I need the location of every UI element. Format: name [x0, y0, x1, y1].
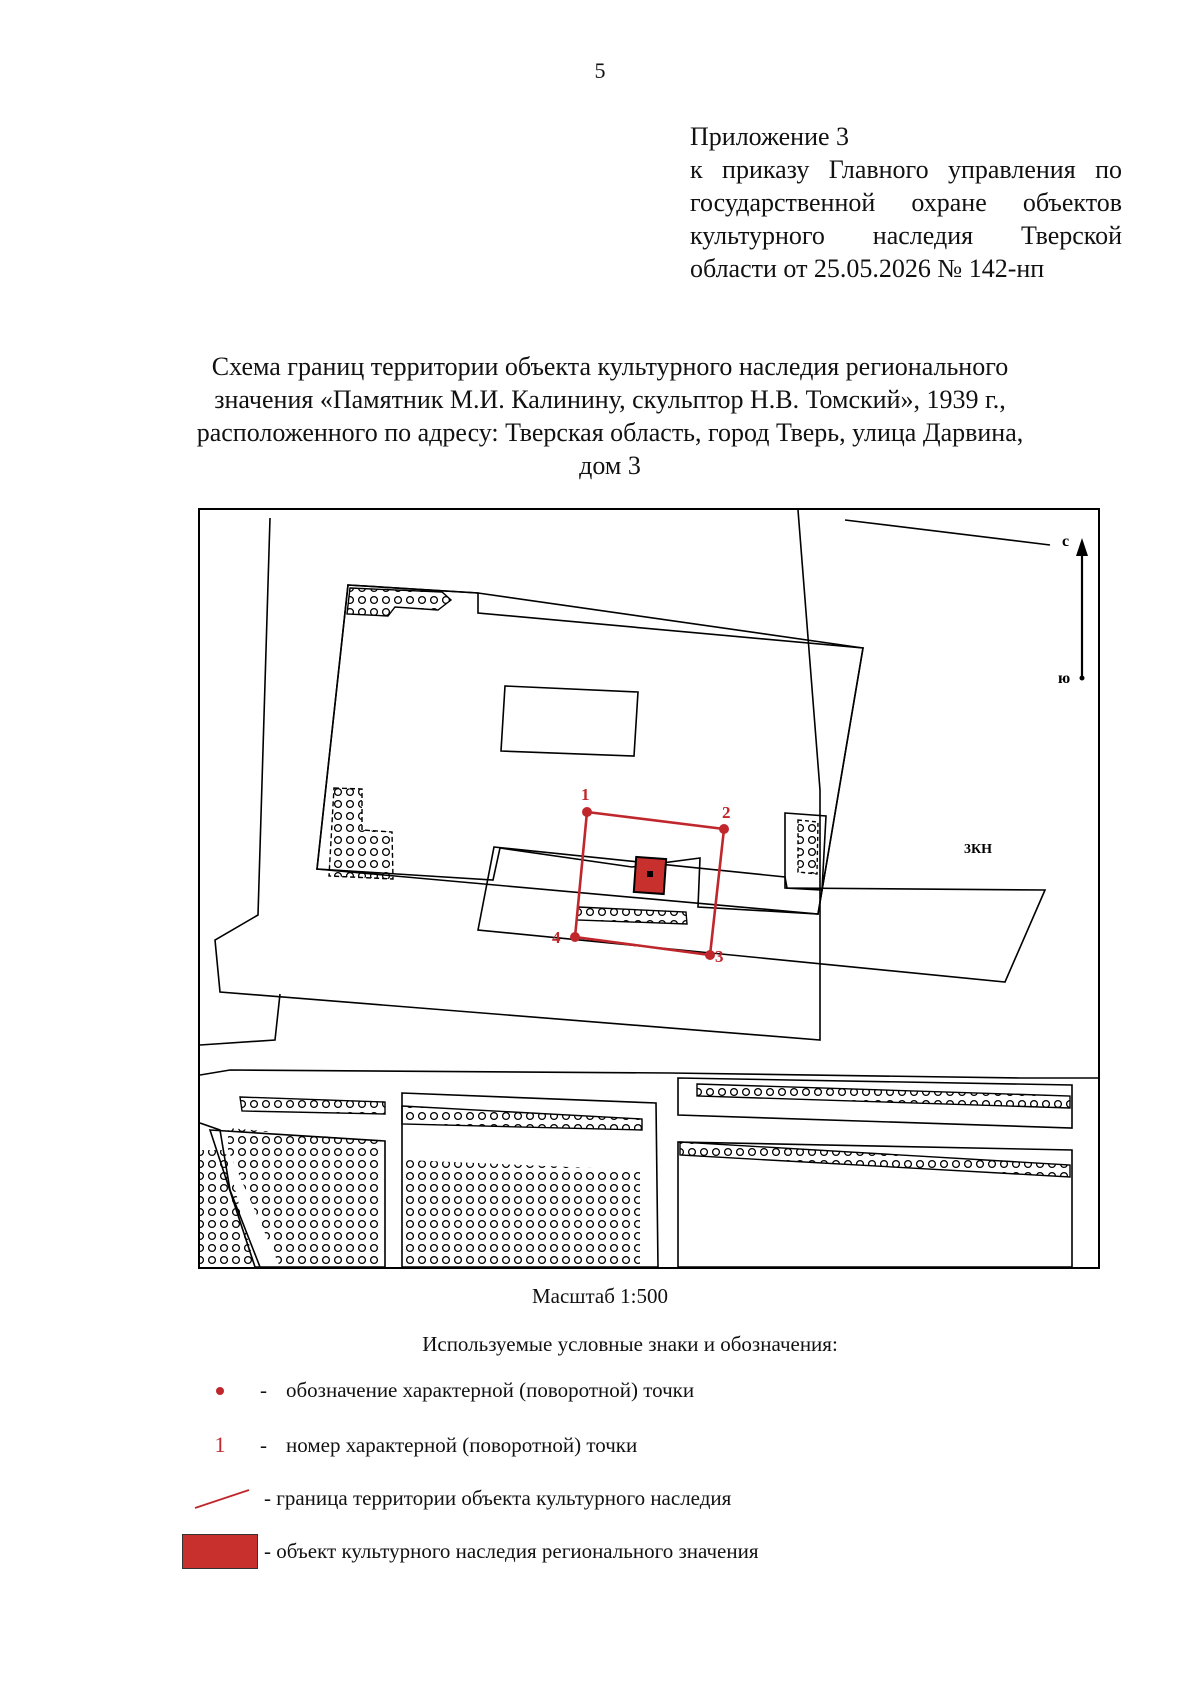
map-scale: Масштаб 1:500 — [531, 1284, 668, 1308]
legend-number-symbol — [180, 1432, 260, 1458]
boundary-point-1 — [582, 807, 592, 817]
legend-point-symbol — [180, 1387, 260, 1395]
title-line: расположенного по адресу: Тверская область, город Тверь, улица Дарвина, — [196, 418, 1024, 447]
boundary-label-2: 2 — [722, 803, 731, 822]
title-line: Схема границ территории объекта культурного наследия регионального — [211, 352, 1009, 381]
appendix-line: культурного наследия Тверской — [690, 221, 1122, 250]
main-parcel — [317, 585, 863, 914]
boundary-point-3 — [705, 950, 715, 960]
appendix-line: к приказу Главного управления по — [690, 155, 1122, 184]
title-line: дом 3 — [579, 451, 641, 480]
legend-line-symbol — [180, 1488, 260, 1510]
building-footprint — [501, 686, 638, 756]
legend-item-object — [180, 1534, 758, 1569]
green-area — [347, 588, 451, 616]
legend-dash: - — [260, 1432, 267, 1457]
legend-text: номер характерной (поворотной) точки — [286, 1432, 638, 1457]
green-area — [240, 1097, 385, 1114]
building-block — [317, 585, 863, 914]
site-map-drawing — [200, 510, 1098, 1267]
green-area — [406, 1160, 640, 1267]
green-area — [402, 1106, 642, 1130]
appendix-line: области от 25.05.2026 № 142-нп — [690, 254, 1045, 283]
zone-label: 3КН — [964, 842, 993, 857]
legend-dash: - — [260, 1378, 267, 1402]
north-arrow — [1076, 538, 1088, 681]
appendix-line: государственной охране объектов — [690, 188, 1122, 217]
legend-text: обозначение характерной (поворотной) точки — [286, 1378, 695, 1402]
boundary-label-4: 4 — [552, 928, 561, 947]
boundary-point-2 — [719, 824, 729, 834]
legend-number: 1 — [214, 1432, 226, 1457]
appendix-block — [690, 120, 1122, 285]
boundary-label-3: 3 — [715, 947, 724, 966]
street-line — [200, 1070, 1098, 1078]
green-area — [577, 907, 687, 924]
document-title — [170, 350, 1050, 482]
green-area — [697, 1084, 1070, 1108]
legend-item-point — [180, 1378, 694, 1403]
legend-item-boundary — [180, 1486, 731, 1511]
boundary-point-4 — [570, 932, 580, 942]
green-area — [228, 1128, 380, 1267]
boundary-label-1: 1 — [581, 785, 590, 804]
legend-item-number — [180, 1432, 637, 1458]
green-area — [680, 1142, 1070, 1177]
green-area — [798, 820, 818, 874]
appendix-line: Приложение 3 — [690, 122, 850, 151]
page-number: 5 — [594, 58, 606, 83]
road-line — [845, 520, 1050, 545]
legend-rect-symbol — [180, 1534, 260, 1569]
plot-outline — [215, 510, 820, 1040]
site-map — [198, 508, 1100, 1269]
north-label: с — [1062, 533, 1070, 550]
legend-text: - граница территории объекта культурного наследия — [264, 1486, 732, 1510]
title-line: значения «Памятник М.И. Калинину, скульптор Н.В. Томский», 1939 г., — [214, 385, 1006, 414]
monument-marker — [647, 871, 653, 877]
south-label: ю — [1058, 670, 1071, 687]
legend-text: - объект культурного наследия регионального значения — [264, 1539, 759, 1563]
street-line — [200, 994, 280, 1045]
legend-title: Используемые условные знаки и обозначения: — [422, 1332, 838, 1356]
building-lower — [478, 847, 1045, 982]
green-area — [329, 788, 393, 879]
